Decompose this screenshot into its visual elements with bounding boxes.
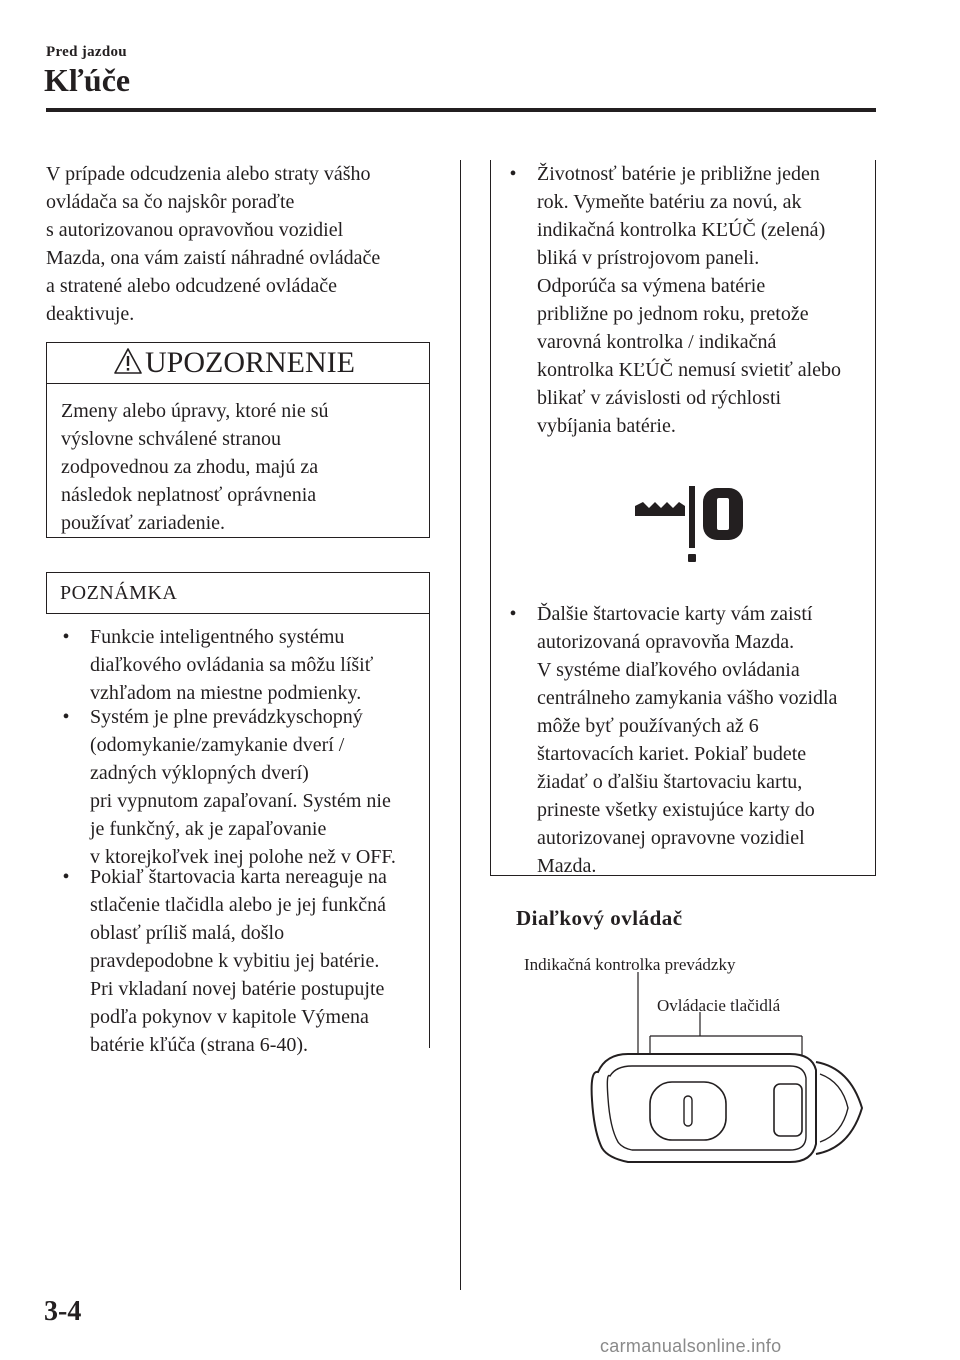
bullet-line: pri vypnutom zapaľovaní. Systém nie [90, 790, 391, 812]
bullet-line: zadných výklopných dverí) [90, 762, 309, 784]
warning-title: UPOZORNENIE [145, 346, 355, 379]
intro-line: Mazda, ona vám zaistí náhradné ovládače [46, 247, 381, 269]
warning-box [46, 342, 430, 538]
page-title: Kľúče [44, 62, 131, 98]
bullet-line: diaľkového ovládania sa môžu líšiť [90, 654, 374, 676]
watermark: carmanualsonline.info [600, 1336, 782, 1356]
warning-line: výslovne schválené stranou [61, 428, 281, 450]
bullet-line: žiadať o ďalšiu štartovaciu kartu, [537, 771, 803, 793]
bullet-line: oblasť príliš malá, došlo [90, 922, 285, 944]
bullet-marker: • [62, 706, 70, 728]
bullet-line: Pri vkladaní novej batérie postupujte [90, 978, 385, 1000]
bullet-line: vybíjania batérie. [537, 415, 676, 437]
bullet-line: stlačenie tlačidla alebo je jej funkčná [90, 894, 386, 916]
bullet-line: bliká v prístrojovom paneli. [537, 247, 760, 269]
bullet-line: Odporúča sa výmena batérie [537, 275, 766, 297]
bullet-line: v ktorejkoľvek inej polohe než v OFF. [90, 846, 396, 868]
warning-body [61, 397, 329, 537]
key-warning-icon [633, 486, 753, 566]
warning-triangle-icon [113, 347, 143, 375]
bullet-line: približne po jednom roku, pretože [537, 303, 809, 325]
bullet-line: Funkcie inteligentného systému [90, 626, 345, 648]
bullet-line: rok. Vymeňte batériu za novú, ak [537, 191, 802, 213]
intro-line: ovládača sa čo najskôr poraďte [46, 191, 295, 213]
bullet-line: batérie kľúča (strana 6-40). [90, 1034, 309, 1056]
bullet-line: kontrolka KĽÚČ nemusí svietiť alebo [537, 359, 842, 381]
section-label: Pred jazdou [46, 44, 127, 60]
intro-line: deaktivuje. [46, 303, 135, 325]
warning-header [47, 343, 429, 384]
intro-line: a stratené alebo odcudzené ovládače [46, 275, 337, 297]
bullet-line: Ďalšie štartovacie karty vám zaistí [537, 603, 813, 625]
bullet-marker: • [62, 866, 70, 888]
note-header [46, 573, 429, 614]
bullet-marker: • [509, 603, 517, 625]
bullet-line: je funkčný, ak je zapaľovanie [90, 818, 327, 840]
bullet-line: varovná kontrolka / indikačná [537, 331, 777, 353]
intro-line: V prípade odcudzenia alebo straty vášho [46, 163, 371, 185]
callout-indicator-label: Indikačná kontrolka prevádzky [524, 955, 736, 974]
bullet-line: pravdepodobne k vybitiu jej batérie. [90, 950, 380, 972]
page-number: 3-4 [44, 1296, 82, 1327]
note-title: POZNÁMKA [60, 582, 178, 604]
bullet-marker: • [509, 163, 517, 185]
note-header-edge [46, 573, 47, 613]
bullet-line: vzhľadom na miestne podmienky. [90, 682, 362, 704]
bullet-line: Pokiaľ štartovacia karta nereaguje na [90, 866, 387, 888]
bullet-line: prineste všetky existujúce karty do [537, 799, 815, 821]
bullet-line: autorizovaná opravovňa Mazda. [537, 631, 795, 653]
bullet-line: Životnosť batérie je približne jeden [537, 163, 820, 185]
column-divider [460, 160, 461, 1290]
intro-line: s autorizovanou opravovňou vozidiel [46, 219, 344, 241]
bullet-line: (odomykanie/zamykanie dverí / [90, 734, 345, 756]
title-rule [46, 108, 876, 112]
bullet-line: štartovacích kariet. Pokiaľ budete [537, 743, 807, 765]
bullet-line: podľa pokynov v kapitole Výmena [90, 1006, 369, 1028]
right-note-box [490, 160, 876, 876]
warning-line: Zmeny alebo úpravy, ktoré nie sú [61, 400, 329, 422]
bullet-line: indikačná kontrolka KĽÚČ (zelená) [537, 219, 826, 241]
intro-paragraph [46, 160, 446, 328]
note-box [46, 572, 430, 1056]
bullet-line: blikať v závislosti od rýchlosti [537, 387, 782, 409]
remote-heading: Diaľkový ovládač [516, 906, 683, 930]
bullet-marker: • [62, 626, 70, 648]
bullet-line: autorizovanej opravovne vozidiel [537, 827, 805, 849]
warning-line: zodpovednou za zhodu, majú za [61, 456, 319, 478]
bullet-line: Mazda. [537, 855, 597, 877]
bullet-line: môže byť používaných až 6 [537, 715, 759, 737]
bullet-line: V systéme diaľkového ovládania [537, 659, 800, 681]
warning-line: používať zariadenie. [61, 512, 226, 534]
callout-buttons-label: Ovládacie tlačidlá [657, 996, 781, 1015]
bullet-line: Systém je plne prevádzkyschopný [90, 706, 363, 728]
warning-line: následok neplatnosť oprávnenia [61, 484, 317, 506]
bullet-line: centrálneho zamykania vášho vozidla [537, 687, 838, 709]
